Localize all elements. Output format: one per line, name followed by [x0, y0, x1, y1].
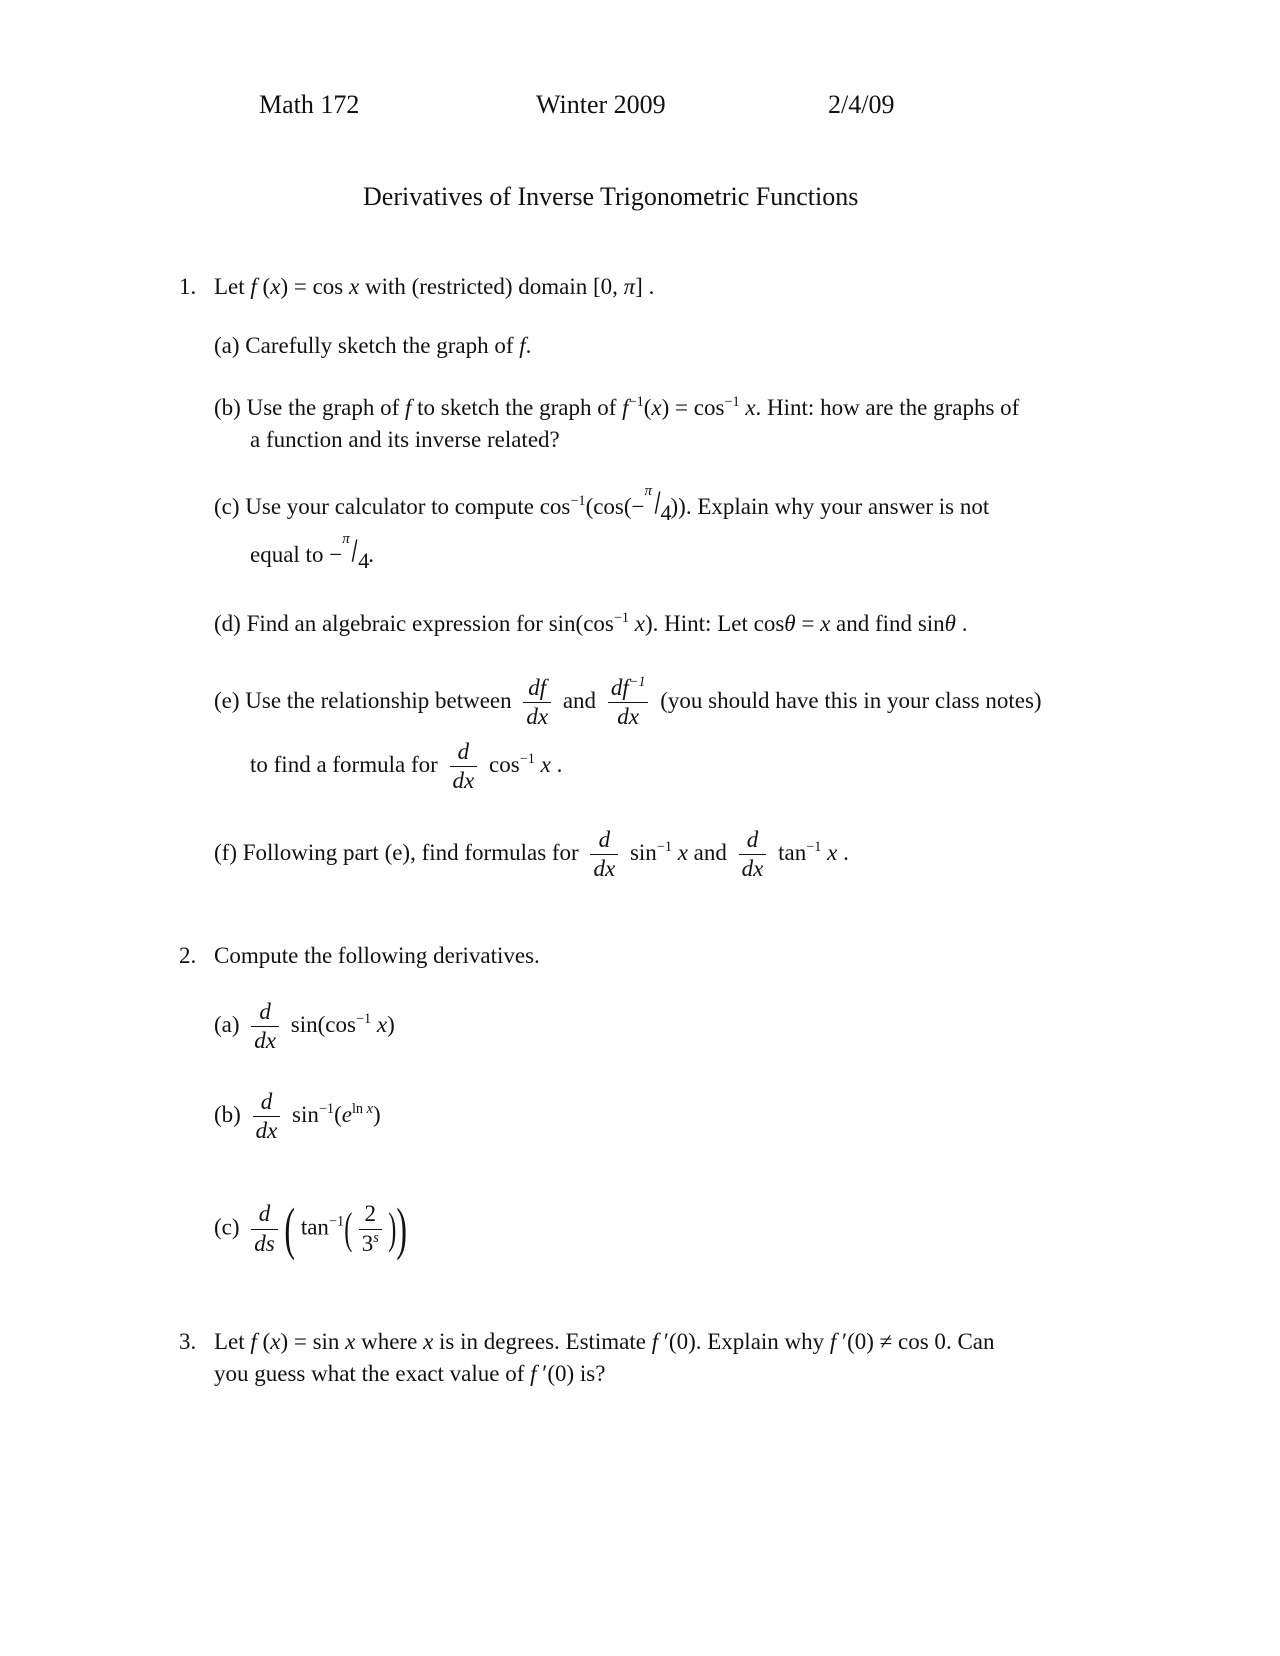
q3-number: 3.: [179, 1329, 197, 1354]
q1f: (f) Following part (e), find formulas for $\frac{d}{dx}$ $\sin^{-1} x$ and $\frac{d}{dx}$ $\tan^{-1} x$ .: [214, 827, 849, 882]
page-title: Derivatives of Inverse Trigonometric Functions: [363, 182, 859, 211]
q1e-line2: to find a formula for $\frac{d}{dx}$ $\cos^{-1} x$ .: [250, 739, 563, 794]
q1c-line2: equal to − π / 4 .: [250, 531, 374, 573]
q1-statement: Let f (x) = cos x with (restricted) domain [0, π] .: [214, 274, 655, 299]
q2-number: 2.: [179, 943, 197, 968]
q3-line2: you guess what the exact value of f ′(0) is?: [214, 1361, 606, 1386]
q2a: (a) $\frac{d}{dx}$ $\sin(\cos^{-1}$ x): [214, 999, 395, 1054]
q3-line1: Let f (x) = sin x where x is in degrees. Estimate f ′(0). Explain why f ′(0) ≠ cos 0. Can: [214, 1329, 995, 1354]
q1c-line1: (c) Use your calculator to compute $\cos^{-1}(\cos(-$ π / 4 )). Explain why your answer is not: [214, 483, 990, 525]
q2b: (b) $\frac{d}{dx}$ $\sin^{-1}(e^{ln x})$: [214, 1089, 381, 1144]
q1e-line1: (e) Use the relationship between $\frac{df}{dx}$ and $\frac{df^{-1}}{dx}$ (you should have this in your class notes): [214, 674, 1042, 730]
q2-statement: Compute the following derivatives.: [214, 943, 540, 968]
q1b-line2: a function and its inverse related?: [250, 427, 560, 452]
q1a: (a) Carefully sketch the graph of f.: [214, 333, 532, 358]
q1d: (d) Find an algebraic expression for $\sin(\cos^{-1}$ x). Hint: Let cosθ = x and find sinθ .: [214, 610, 968, 636]
term-label: Winter 2009: [536, 90, 666, 119]
q1-number: 1.: [179, 274, 197, 299]
q2c: (c) $\frac{d}{ds}$ ( $\tan^{-1}$( $\frac{2}{3^s}$ )): [214, 1196, 408, 1261]
q1b-line1: (b) Use the graph of f to sketch the graph of $f^{-1}(x) = \cos^{-1} x$. Hint: how are the graphs of: [214, 394, 1020, 420]
course-label: Math 172: [259, 90, 360, 119]
date-label: 2/4/09: [828, 90, 895, 119]
